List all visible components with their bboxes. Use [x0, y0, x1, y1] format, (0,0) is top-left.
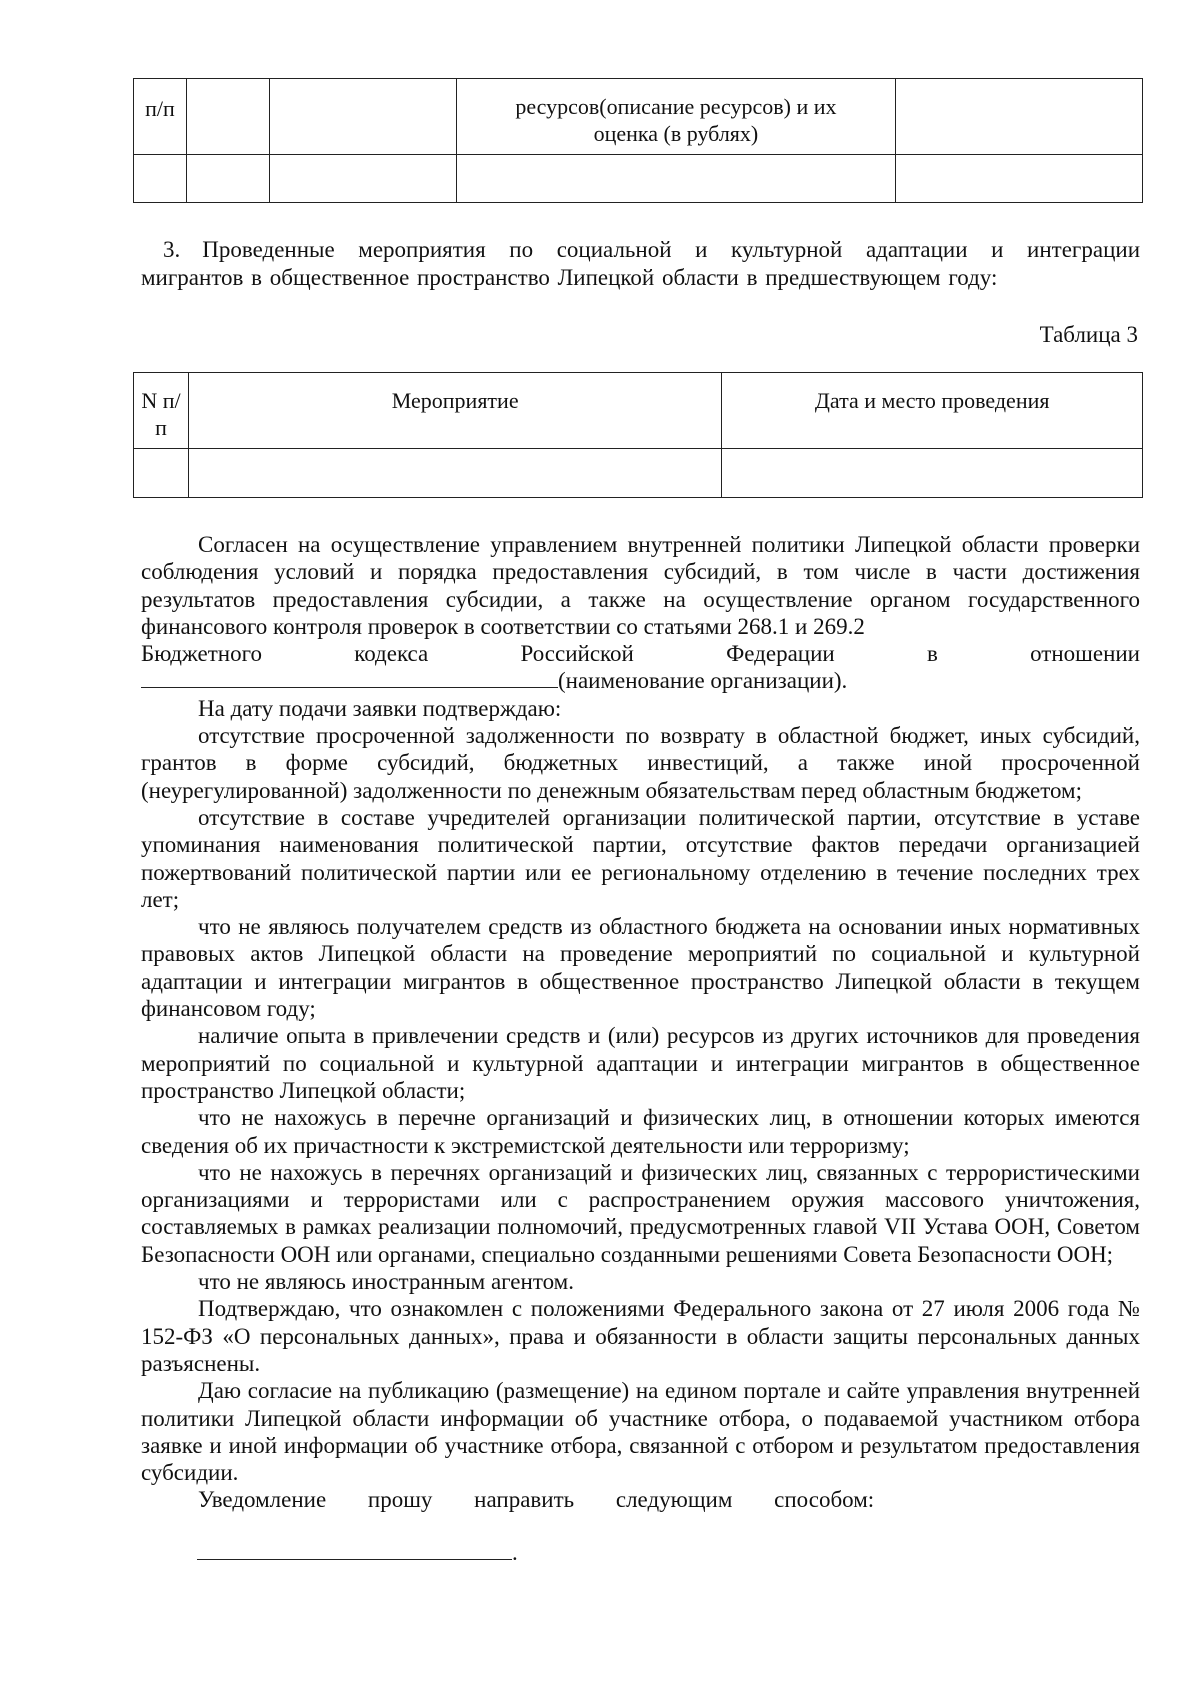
section-number: 3. [163, 237, 181, 262]
resources-table [133, 78, 1143, 203]
confirm-item: что не нахожусь в перечне организаций и физических лиц, в отношении которых имеются сведения об их причастности к экстремистской деятельности или терроризму; [141, 1105, 1140, 1158]
confirm-item: что не нахожусь в перечнях организаций и физических лиц, связанных с террористическими организациями и террористами или с распространением оружия массового уничтожения, составляемых в рамках реализации полномочий, предусмотренных главой VII Устава ООН, Советом Безопасности ООН или органами, специально созданными решениями Совета Безопасности ООН; [141, 1159, 1140, 1267]
confirm-item: что не являюсь получателем средств из областного бюджета на основании иных нормативных правовых актов Липецкой области на проведение мероприятий по социальной и культурной адаптации и интеграции мигрантов в общественное пространство Липецкой области в текущем финансовом году; [141, 914, 1140, 1022]
org-name-field [141, 686, 558, 688]
heading-line: мигрантов в общественное пространство Липецкой области в предшествующем году: [141, 265, 998, 290]
notification-method-field [197, 1558, 512, 1560]
table-cell [269, 155, 456, 203]
confirm-intro: На дату подачи заявки подтверждаю: [198, 695, 562, 721]
table-cell [188, 449, 721, 498]
column-header: N п/п [134, 373, 189, 449]
notification-method-line [197, 1540, 518, 1566]
heading-line [141, 236, 1140, 264]
column-header: Дата и место проведения [722, 373, 1143, 449]
end-mark: . [512, 1540, 518, 1565]
table-cell [896, 79, 1143, 155]
consent-paragraph: Согласен на осуществление управлением внутренней политики Липецкой области проверки соблюдения условий и порядка предоставления субсидий, в том числе в части достижения результатов предоставления субсидии, а также на осуществление органом государственного финансового контроля проверок в соответствии со статьями 268.1 и 269.2 [141, 532, 1140, 639]
body-text [141, 531, 1140, 1514]
column-header: Мероприятие [188, 373, 721, 449]
events-table [133, 372, 1143, 498]
table-caption: Таблица 3 [1039, 322, 1138, 347]
org-name-line [141, 667, 1140, 694]
table-cell [134, 449, 189, 498]
confirm-item: что не являюсь иностранным агентом. [198, 1269, 574, 1295]
heading-text: Проведенные мероприятия по социальной и культурной адаптации и интеграции [202, 237, 1140, 262]
table-row [134, 155, 1143, 203]
table-row [134, 449, 1143, 498]
confirm-item: отсутствие в составе учредителей организации политической партии, отсутствие в уставе упоминания наименования политической партии, отсутствие фактов передачи организацией пожертвований политической партии или ее региональному отделению в течение последних трех лет; [141, 804, 1140, 912]
personal-data-paragraph: Подтверждаю, что ознакомлен с положениями Федерального закона от 27 июля 2006 года № 152-ФЗ «О персональных данных», права и обязанности в области защиты персональных данных разъяснены. [141, 1296, 1140, 1376]
table-cell [456, 155, 896, 203]
table-cell [722, 449, 1143, 498]
notification-line [141, 1486, 1140, 1513]
section-3-heading [141, 236, 1140, 292]
consent-line: Бюджетного кодекса Российской Федерации в отношении [141, 641, 1140, 667]
publication-paragraph: Даю согласие на публикацию (размещение) на едином портале и сайте управления внутренней политики Липецкой области информации об участнике отбора, о подаваемой участником отбора заявке и иной информации об участнике отбора, связанной с отбором и результатом предоставления субсидии. [141, 1378, 1140, 1486]
confirm-item: наличие опыта в привлечении средств и (или) ресурсов из других источников для проведения мероприятий по социальной и культурной адаптации и интеграции мигрантов в общественное пространство Липецкой области; [141, 1023, 1140, 1103]
table-cell [896, 155, 1143, 203]
confirm-item: отсутствие просроченной задолженности по возврату в областной бюджет, иных субсидий, грантов в форме субсидий, бюджетных инвестиций, а также иной просроченной (неурегулированной) задолженности по денежным обязательствам перед областным бюджетом; [141, 723, 1140, 803]
table-cell [134, 155, 187, 203]
table-cell [186, 79, 269, 155]
table-cell: ресурсов(описание ресурсов) и их оценка (в рублях) [456, 79, 896, 155]
table-header-row [134, 373, 1143, 449]
table-cell: п/п [134, 79, 187, 155]
table-cell [186, 155, 269, 203]
notification-text: Уведомление прошу направить следующим способом: [198, 1487, 875, 1513]
table-cell [269, 79, 456, 155]
table-row [134, 79, 1143, 155]
org-name-label: (наименование организации). [558, 668, 848, 694]
